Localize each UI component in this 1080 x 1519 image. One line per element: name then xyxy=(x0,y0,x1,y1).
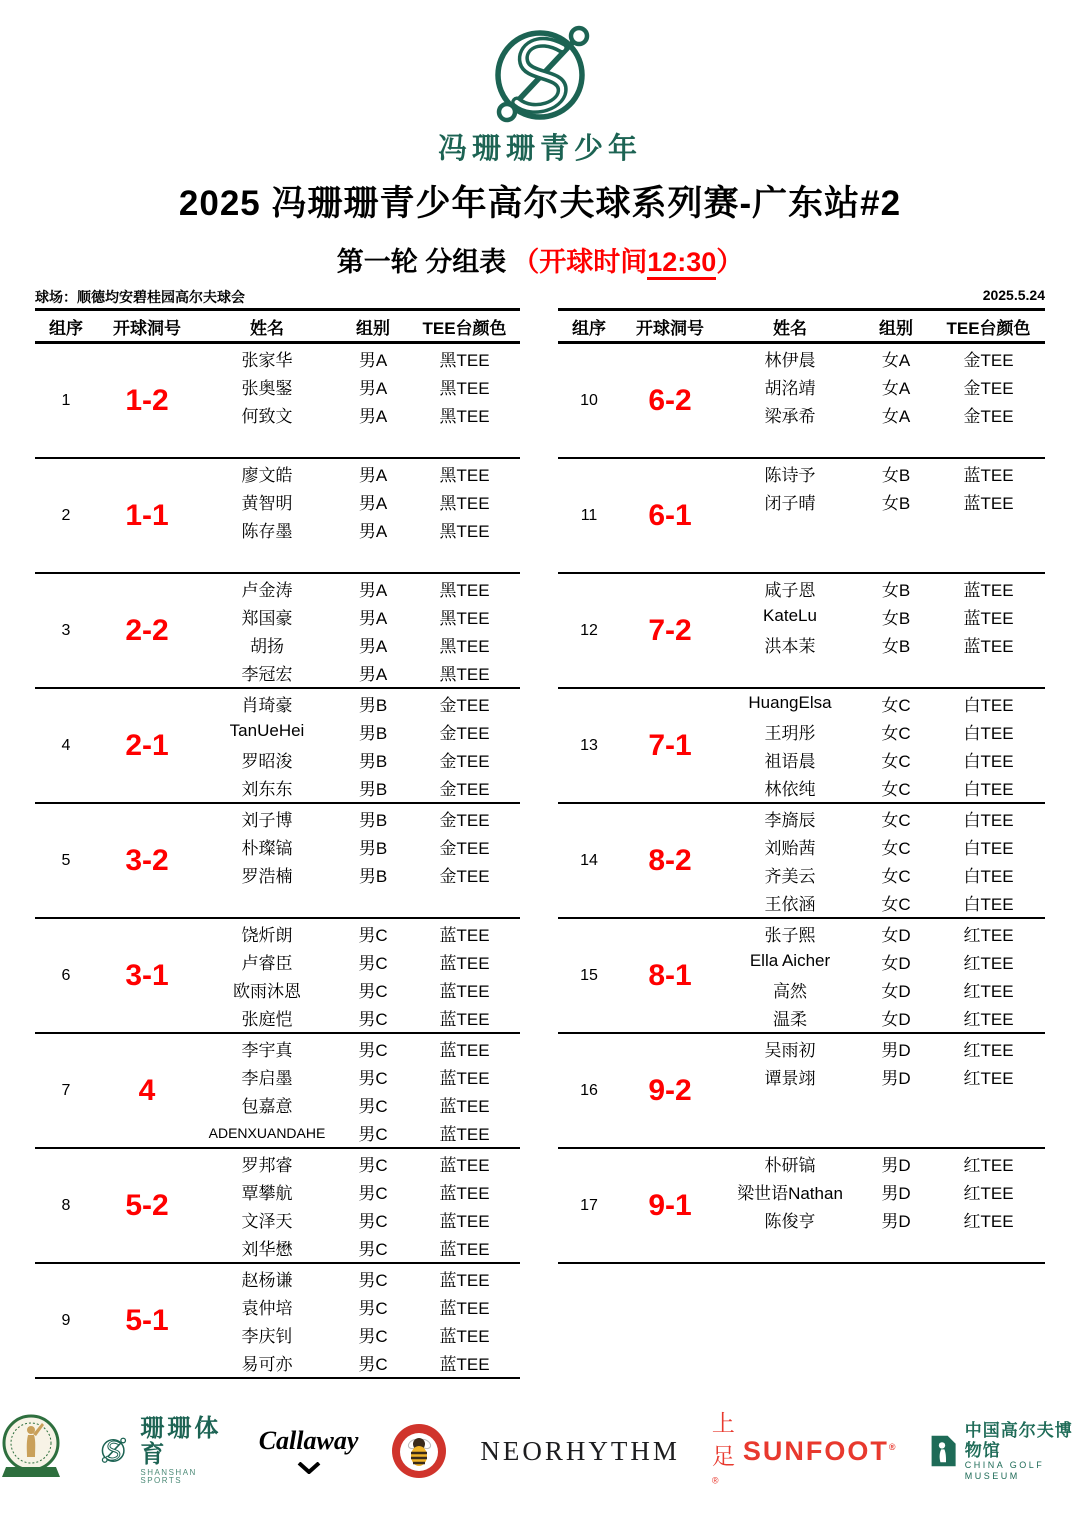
player-division: 男B xyxy=(358,780,388,800)
group-number: 1 xyxy=(61,391,71,409)
player-name: 李冠宏 xyxy=(241,665,293,685)
player-name: 胡洺靖 xyxy=(764,378,816,398)
player-division: 女C xyxy=(881,895,911,915)
player-division: 男C xyxy=(358,1327,388,1347)
group-number: 4 xyxy=(61,736,71,754)
player-division: 男D xyxy=(881,1155,911,1175)
player-name: 闭子晴 xyxy=(764,493,816,513)
player-name: 何致文 xyxy=(241,407,293,427)
player-division: 男C xyxy=(358,1155,388,1175)
player-division: 女C xyxy=(881,867,911,887)
player-name: 张庭恺 xyxy=(241,1010,293,1030)
group-block xyxy=(558,804,1045,919)
group-number: 12 xyxy=(580,621,598,639)
bee-mascot-logo xyxy=(390,1422,448,1480)
player-name: 林伊晨 xyxy=(764,350,816,370)
player-name: 朴璨镐 xyxy=(241,838,293,858)
neorhythm-text: NEORHYTHM xyxy=(480,1435,680,1466)
player-division: 男D xyxy=(881,1183,911,1203)
player-tee: 红TEE xyxy=(963,1040,1014,1060)
group-block xyxy=(35,1034,520,1149)
column-header: 姓名 xyxy=(773,318,807,338)
player-tee: 金TEE xyxy=(439,838,490,858)
player-tee: 黑TEE xyxy=(439,407,490,427)
pairing-table-left xyxy=(35,308,520,1379)
column-header: 组序 xyxy=(49,318,83,338)
player-name: HuangElsa xyxy=(748,693,832,713)
player-tee: 白TEE xyxy=(963,752,1014,772)
table-header-row xyxy=(35,311,520,344)
player-tee: 金TEE xyxy=(439,723,490,743)
player-tee: 黑TEE xyxy=(439,637,490,657)
tee-hole-number: 5-1 xyxy=(125,1303,169,1337)
player-tee: 金TEE xyxy=(963,350,1014,370)
player-division: 男C xyxy=(358,1183,388,1203)
player-division: 男C xyxy=(358,1010,388,1030)
group-number: 15 xyxy=(580,966,598,984)
tee-hole-number: 6-1 xyxy=(648,498,692,532)
player-division: 女C xyxy=(881,810,911,830)
player-division: 女B xyxy=(881,637,911,657)
player-division: 女D xyxy=(881,925,911,945)
sunfoot-en-text: SUNFOOT® xyxy=(742,1435,898,1466)
player-name: 刘华懋 xyxy=(241,1240,293,1260)
player-name: 张子熙 xyxy=(764,925,816,945)
player-division: 女D xyxy=(881,982,911,1002)
shanshan-en-text: SHANSHAN SPORTS xyxy=(140,1467,197,1486)
player-division: 男B xyxy=(358,867,388,887)
group-block xyxy=(35,344,520,459)
player-name: 朴研镐 xyxy=(764,1155,816,1175)
tee-hole-number: 5-2 xyxy=(125,1188,169,1222)
player-name: 李旖辰 xyxy=(764,810,816,830)
player-name: 刘子博 xyxy=(241,810,293,830)
column-header: 开球洞号 xyxy=(636,318,704,338)
player-name: 吴雨初 xyxy=(764,1040,816,1060)
group-number: 17 xyxy=(580,1196,598,1214)
player-name: 包嘉意 xyxy=(241,1097,293,1117)
player-name: 罗浩楠 xyxy=(241,867,293,887)
player-tee: 红TEE xyxy=(963,1212,1014,1232)
player-name: 谭景翊 xyxy=(764,1068,816,1088)
info-row xyxy=(35,287,1045,307)
round-label: 第一轮 分组表 xyxy=(336,247,507,277)
player-tee: 金TEE xyxy=(439,695,490,715)
group-number: 7 xyxy=(61,1081,71,1099)
tee-hole-number: 7-1 xyxy=(648,728,692,762)
player-tee: 蓝TEE xyxy=(439,1155,490,1175)
callaway-logo xyxy=(259,1428,359,1474)
player-name: 李庆钊 xyxy=(241,1327,293,1347)
player-division: 男B xyxy=(358,723,388,743)
player-name: 温柔 xyxy=(773,1010,807,1030)
column-header: 组序 xyxy=(572,318,606,338)
group-block xyxy=(35,1149,520,1264)
player-name: 罗昭浚 xyxy=(241,752,293,772)
player-tee: 黑TEE xyxy=(439,493,490,513)
player-name: 祖语晨 xyxy=(764,752,816,772)
player-tee: 金TEE xyxy=(439,867,490,887)
player-division: 女A xyxy=(881,350,911,370)
player-tee: 蓝TEE xyxy=(439,1068,490,1088)
tee-hole-number: 7-2 xyxy=(648,613,692,647)
round-subtitle xyxy=(0,240,1080,279)
player-division: 女C xyxy=(881,780,911,800)
player-division: 男A xyxy=(358,493,388,513)
player-tee: 黑TEE xyxy=(439,580,490,600)
player-tee: 蓝TEE xyxy=(439,1183,490,1203)
player-tee: 白TEE xyxy=(963,838,1014,858)
column-header: TEE台颜色 xyxy=(422,318,507,338)
player-tee: 蓝TEE xyxy=(439,1355,490,1375)
player-name: 覃攀航 xyxy=(241,1183,293,1203)
shanshan-cn-text: 珊珊体育 xyxy=(140,1415,222,1468)
tee-hole-number: 9-2 xyxy=(648,1073,692,1107)
golf-club-badge-logo xyxy=(0,1413,62,1489)
player-tee: 金TEE xyxy=(963,407,1014,427)
player-tee: 蓝TEE xyxy=(963,580,1014,600)
column-header: 组别 xyxy=(356,318,390,338)
brand-text: 冯珊珊青少年 xyxy=(437,133,642,165)
player-division: 男A xyxy=(358,608,388,628)
player-name: 黄智明 xyxy=(241,493,293,513)
player-division: 女A xyxy=(881,378,911,398)
player-division: 男C xyxy=(358,1125,388,1145)
player-tee: 白TEE xyxy=(963,810,1014,830)
player-name: 梁承希 xyxy=(764,407,816,427)
player-division: 男D xyxy=(881,1212,911,1232)
player-name: 欧雨沐恩 xyxy=(233,982,301,1002)
group-block xyxy=(558,689,1045,804)
player-division: 男C xyxy=(358,1270,388,1290)
player-name: 张家华 xyxy=(241,350,293,370)
tee-time-value: 12:30 xyxy=(647,247,716,280)
tee-hole-number: 4 xyxy=(138,1073,156,1107)
player-division: 男B xyxy=(358,810,388,830)
player-name: 刘东东 xyxy=(241,780,293,800)
course-name: 球场：顺德均安碧桂园高尔夫球会 xyxy=(35,289,245,305)
player-division: 男B xyxy=(358,695,388,715)
player-name: ADENXUANDAHE xyxy=(208,1124,326,1141)
player-tee: 蓝TEE xyxy=(439,1270,490,1290)
player-name: KateLu xyxy=(763,606,817,626)
tee-time-note: （开球时间12:30） xyxy=(512,247,743,277)
museum-cn-text: 中国高尔夫博物馆 xyxy=(964,1421,1073,1460)
tee-hole-number: 3-1 xyxy=(125,958,169,992)
player-name: 李宇真 xyxy=(241,1040,293,1060)
player-name: 饶炘朗 xyxy=(241,925,293,945)
player-name: 袁仲培 xyxy=(241,1298,293,1318)
tee-hole-number: 1-2 xyxy=(125,383,169,417)
player-division: 男C xyxy=(358,1240,388,1260)
callaway-chevron-icon xyxy=(296,1462,322,1474)
group-number: 10 xyxy=(580,391,598,409)
group-number: 11 xyxy=(580,506,598,524)
player-tee: 白TEE xyxy=(963,723,1014,743)
event-date: 2025.5.24 xyxy=(982,287,1045,303)
tee-hole-number: 8-2 xyxy=(648,843,692,877)
player-tee: 蓝TEE xyxy=(963,637,1014,657)
player-division: 男A xyxy=(358,580,388,600)
player-tee: 红TEE xyxy=(963,953,1014,973)
player-tee: 红TEE xyxy=(963,1068,1014,1088)
player-name: 张奥鋻 xyxy=(241,378,293,398)
player-tee: 黑TEE xyxy=(439,350,490,370)
player-division: 男A xyxy=(358,465,388,485)
player-name: 易可亦 xyxy=(241,1355,293,1375)
player-tee: 蓝TEE xyxy=(439,1327,490,1347)
player-tee: 金TEE xyxy=(439,810,490,830)
player-division: 男C xyxy=(358,1040,388,1060)
china-golf-museum-logo xyxy=(930,1421,1080,1481)
museum-shield-icon xyxy=(930,1430,957,1472)
player-tee: 黑TEE xyxy=(439,378,490,398)
player-tee: 白TEE xyxy=(963,895,1014,915)
player-tee: 黑TEE xyxy=(439,465,490,485)
player-name: 洪本茉 xyxy=(764,637,816,657)
player-tee: 金TEE xyxy=(439,780,490,800)
group-number: 8 xyxy=(61,1196,71,1214)
player-name: 郑国豪 xyxy=(241,608,293,628)
player-tee: 蓝TEE xyxy=(439,925,490,945)
player-name: 胡扬 xyxy=(250,637,284,657)
player-tee: 白TEE xyxy=(963,695,1014,715)
player-division: 男C xyxy=(358,1355,388,1375)
sunfoot-logo xyxy=(712,1405,898,1498)
player-tee: 红TEE xyxy=(963,1155,1014,1175)
player-division: 女B xyxy=(881,608,911,628)
group-block xyxy=(35,459,520,574)
table-header-row xyxy=(558,311,1045,344)
group-number: 14 xyxy=(580,851,598,869)
group-number: 3 xyxy=(61,621,71,639)
player-tee: 蓝TEE xyxy=(963,493,1014,513)
tee-hole-number: 2-2 xyxy=(125,613,169,647)
column-header: 组别 xyxy=(879,318,913,338)
player-tee: 黑TEE xyxy=(439,522,490,542)
player-tee: 红TEE xyxy=(963,1183,1014,1203)
sunfoot-cn-text: 上足® xyxy=(711,1409,735,1485)
player-tee: 蓝TEE xyxy=(439,1212,490,1232)
player-name: 肖琦豪 xyxy=(241,695,293,715)
player-tee: 蓝TEE xyxy=(439,982,490,1002)
tee-hole-number: 9-1 xyxy=(648,1188,692,1222)
player-tee: 白TEE xyxy=(963,780,1014,800)
group-block xyxy=(558,1149,1045,1264)
player-tee: 黑TEE xyxy=(439,665,490,685)
player-division: 女C xyxy=(881,723,911,743)
player-division: 女C xyxy=(881,838,911,858)
group-number: 6 xyxy=(61,966,71,984)
shanshan-s-icon xyxy=(94,1427,132,1475)
player-name: 刘贻茜 xyxy=(764,838,816,858)
player-name: 咸子恩 xyxy=(764,580,816,600)
player-name: TanUeHei xyxy=(229,721,305,741)
tee-hole-number: 6-2 xyxy=(648,383,692,417)
player-name: 赵杨谦 xyxy=(241,1270,293,1290)
tee-hole-number: 8-1 xyxy=(648,958,692,992)
player-name: 罗邦睿 xyxy=(241,1155,293,1175)
tee-hole-number: 2-1 xyxy=(125,728,169,762)
group-block xyxy=(35,919,520,1034)
player-name: Ella Aicher xyxy=(749,951,831,971)
column-header: 开球洞号 xyxy=(113,318,181,338)
player-name: 廖文皓 xyxy=(241,465,293,485)
player-tee: 蓝TEE xyxy=(439,1240,490,1260)
player-name: 王玥彤 xyxy=(764,723,816,743)
player-tee: 蓝TEE xyxy=(963,608,1014,628)
column-header: TEE台颜色 xyxy=(946,318,1031,338)
player-tee: 红TEE xyxy=(963,925,1014,945)
player-division: 男A xyxy=(358,350,388,370)
player-division: 男A xyxy=(358,407,388,427)
group-block xyxy=(35,574,520,689)
group-number: 5 xyxy=(61,851,71,869)
column-header: 姓名 xyxy=(250,318,284,338)
player-name: 梁世语Nathan xyxy=(737,1183,843,1203)
player-division: 男D xyxy=(881,1040,911,1060)
player-division: 男C xyxy=(358,953,388,973)
player-division: 男C xyxy=(358,925,388,945)
player-name: 卢睿臣 xyxy=(241,953,293,973)
player-division: 女A xyxy=(881,407,911,427)
group-block xyxy=(558,459,1045,574)
player-name: 李启墨 xyxy=(241,1068,293,1088)
player-division: 男C xyxy=(358,1097,388,1117)
player-division: 女B xyxy=(881,493,911,513)
group-block xyxy=(558,919,1045,1034)
player-name: 陈诗予 xyxy=(764,465,816,485)
player-tee: 蓝TEE xyxy=(439,1125,490,1145)
player-tee: 金TEE xyxy=(963,378,1014,398)
player-tee: 蓝TEE xyxy=(439,1298,490,1318)
museum-en-text: CHINA GOLF MUSEUM xyxy=(964,1460,1045,1481)
player-tee: 黑TEE xyxy=(439,608,490,628)
player-division: 男A xyxy=(358,378,388,398)
group-block xyxy=(35,804,520,919)
player-division: 女C xyxy=(881,752,911,772)
player-tee: 蓝TEE xyxy=(439,1097,490,1117)
fengshanshan-logo-icon xyxy=(465,22,615,132)
player-division: 男A xyxy=(358,665,388,685)
group-number: 2 xyxy=(61,506,71,524)
player-division: 男D xyxy=(881,1068,911,1088)
player-name: 陈俊亨 xyxy=(764,1212,816,1232)
player-tee: 红TEE xyxy=(963,1010,1014,1030)
player-division: 男A xyxy=(358,522,388,542)
group-number: 13 xyxy=(580,736,598,754)
tee-hole-number: 3-2 xyxy=(125,843,169,877)
player-name: 林依纯 xyxy=(764,780,816,800)
player-division: 女D xyxy=(881,1010,911,1030)
player-division: 男A xyxy=(358,637,388,657)
player-division: 男B xyxy=(358,838,388,858)
player-tee: 红TEE xyxy=(963,982,1014,1002)
player-tee: 蓝TEE xyxy=(439,1040,490,1060)
group-block xyxy=(558,344,1045,459)
player-name: 卢金涛 xyxy=(241,580,293,600)
sponsor-footer xyxy=(0,1406,1080,1496)
player-name: 文泽天 xyxy=(241,1212,293,1232)
player-tee: 白TEE xyxy=(963,867,1014,887)
player-tee: 金TEE xyxy=(439,752,490,772)
group-block xyxy=(558,1034,1045,1149)
player-division: 男C xyxy=(358,1298,388,1318)
player-name: 齐美云 xyxy=(764,867,816,887)
player-division: 女B xyxy=(881,465,911,485)
player-tee: 蓝TEE xyxy=(439,953,490,973)
player-division: 女B xyxy=(881,580,911,600)
player-name: 高然 xyxy=(773,982,807,1002)
pairing-table-right xyxy=(558,308,1045,1264)
player-tee: 蓝TEE xyxy=(439,1010,490,1030)
player-division: 男B xyxy=(358,752,388,772)
player-tee: 蓝TEE xyxy=(963,465,1014,485)
player-division: 女C xyxy=(881,695,911,715)
page-title: 2025 冯珊珊青少年高尔夫球系列赛-广东站#2 xyxy=(178,184,902,223)
callaway-text: Callaway xyxy=(258,1426,359,1455)
player-division: 男C xyxy=(358,982,388,1002)
tee-hole-number: 1-1 xyxy=(125,498,169,532)
shanshan-sports-logo xyxy=(94,1416,227,1485)
neorhythm-logo xyxy=(480,1436,680,1467)
group-block xyxy=(35,689,520,804)
group-block xyxy=(35,1264,520,1379)
group-number: 9 xyxy=(61,1311,71,1329)
player-division: 男C xyxy=(358,1212,388,1232)
player-name: 王依涵 xyxy=(764,895,816,915)
player-name: 陈存墨 xyxy=(241,522,293,542)
player-division: 女D xyxy=(881,953,911,973)
group-number: 16 xyxy=(580,1081,598,1099)
player-division: 男C xyxy=(358,1068,388,1088)
group-block xyxy=(558,574,1045,689)
